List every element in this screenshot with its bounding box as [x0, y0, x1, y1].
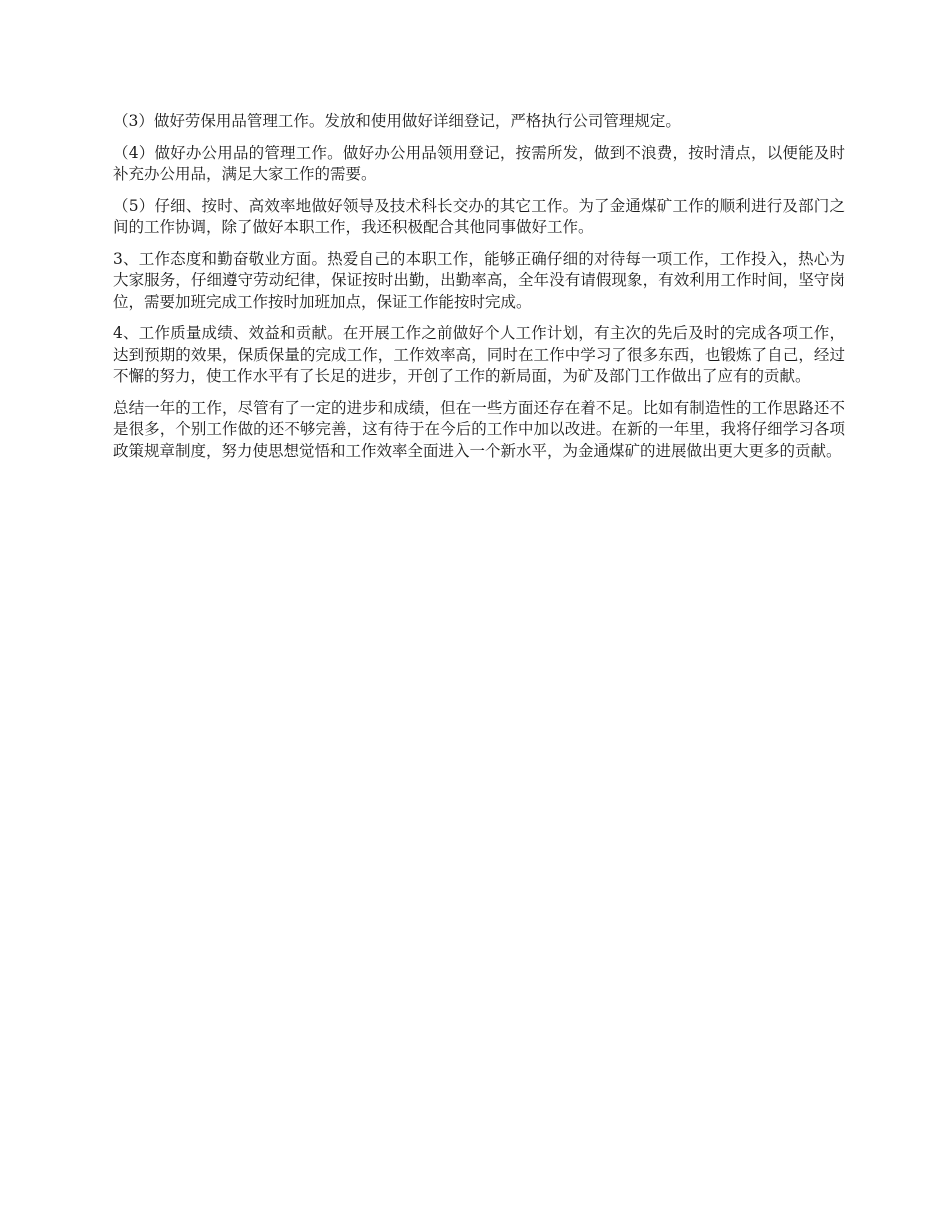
paragraph-work-quality: 4、工作质量成绩、效益和贡献。在开展工作之前做好个人工作计划，有主次的先后及时的完成各项工作，达到预期的效果，保质保量的完成工作，工作效率高，同时在工作中学习了很多东西，也锻炼了自己，经过不懈的努力，使工作水平有了长足的进步，开创了工作的新局面，为矿及部门工作做出了应有的贡献。 [113, 324, 845, 385]
document-body [113, 111, 845, 472]
paragraph-item-5-other-tasks: （5）仔细、按时、高效率地做好领导及技术科长交办的其它工作。为了金通煤矿工作的顺利进行及部门之间的工作协调，除了做好本职工作，我还积极配合其他同事做好工作。 [113, 196, 845, 236]
paragraph-item-3-labor-supplies: （3）做好劳保用品管理工作。发放和使用做好详细登记，严格执行公司管理规定。 [113, 112, 681, 130]
paragraph-summary: 总结一年的工作，尽管有了一定的进步和成绩，但在一些方面还存在着不足。比如有制造性的工作思路还不是很多，个别工作做的还不够完善，这有待于在今后的工作中加以改进。在新的一年里，我将仔细学习各项政策规章制度，努力使思想觉悟和工作效率全面进入一个新水平，为金通煤矿的进展做出更大更多的贡献。 [113, 398, 845, 460]
paragraph-item-4-office-supplies: （4）做好办公用品的管理工作。做好办公用品领用登记，按需所发，做到不浪费，按时清点，以便能及时补充办公用品，满足大家工作的需要。 [113, 143, 845, 183]
paragraph-work-attitude: 3、工作态度和勤奋敬业方面。热爱自己的本职工作，能够正确仔细的对待每一项工作，工作投入，热心为大家服务，仔细遵守劳动纪律，保证按时出勤，出勤率高，全年没有请假现象，有效利用工作时间，坚守岗位，需要加班完成工作按时加班加点，保证工作能按时完成。 [113, 249, 845, 311]
